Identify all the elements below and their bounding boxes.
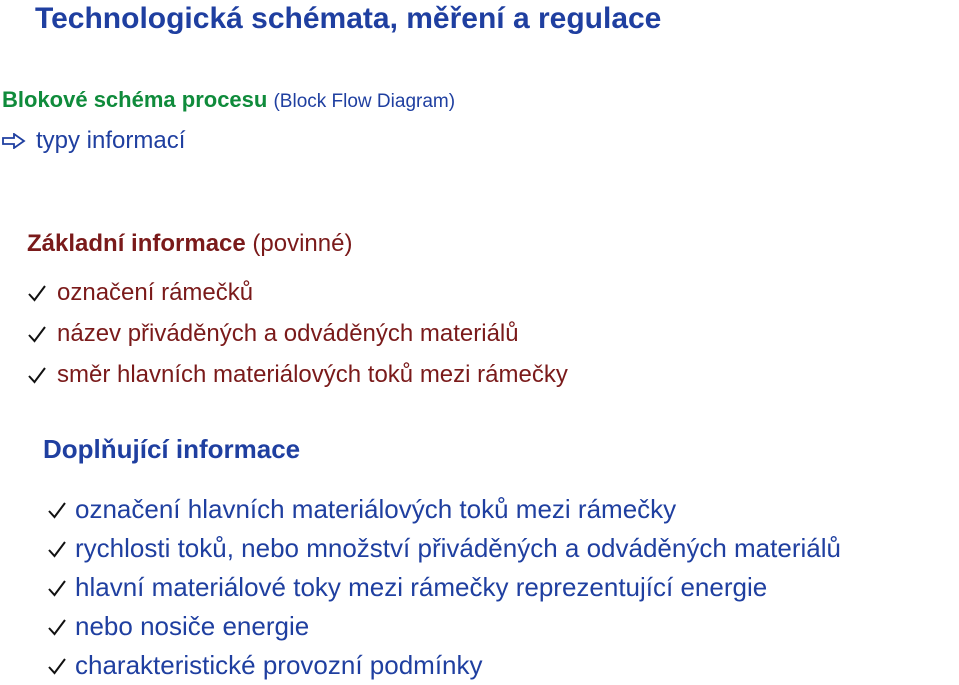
checkmark-icon (47, 617, 67, 637)
list-item (47, 568, 841, 607)
checkmark-icon (27, 283, 47, 303)
arrow-right-outline-icon (2, 133, 26, 149)
list-item-text: charakteristické provozní podmínky (75, 650, 483, 680)
list-item (27, 354, 568, 395)
basic-info-list (27, 272, 568, 395)
list-item (27, 272, 568, 313)
list-item-text: směr hlavních materiálových toků mezi rámečky (57, 360, 568, 388)
list-item (47, 646, 841, 685)
list-item (27, 313, 568, 354)
list-item-text: označení hlavních materiálových toků mezi rámečky (75, 494, 677, 524)
topic-text: typy informací (36, 127, 186, 154)
subtitle-paren: (Block Flow Diagram) (273, 91, 456, 112)
basic-info-heading-rest: (povinné) (252, 230, 353, 257)
list-item-text: rychlosti toků, nebo množství přiváděných a odváděných materiálů (75, 533, 841, 563)
list-item-text: nebo nosiče energie (75, 611, 310, 641)
checkmark-icon (47, 578, 67, 598)
page-title: Technologická schémata, měření a regulace (35, 2, 662, 35)
list-item (47, 607, 841, 646)
list-item-text: název přiváděných a odváděných materiálů (57, 319, 519, 347)
list-item (47, 529, 841, 568)
extra-info-heading: Doplňující informace (43, 434, 301, 464)
basic-info-heading (27, 229, 352, 259)
subtitle (2, 87, 455, 115)
checkmark-icon (27, 365, 47, 385)
checkmark-icon (27, 324, 47, 344)
checkmark-icon (47, 656, 67, 676)
extra-info-list (47, 490, 841, 685)
list-item-text: označení rámečků (57, 278, 254, 306)
list-item (47, 490, 841, 529)
subtitle-main: Blokové schéma procesu (2, 87, 268, 112)
checkmark-icon (47, 500, 67, 520)
list-item-text: hlavní materiálové toky mezi rámečky reprezentující energie (75, 572, 768, 602)
checkmark-icon (47, 539, 67, 559)
basic-info-heading-bold: Základní informace (27, 230, 246, 257)
topic-line (2, 126, 185, 156)
